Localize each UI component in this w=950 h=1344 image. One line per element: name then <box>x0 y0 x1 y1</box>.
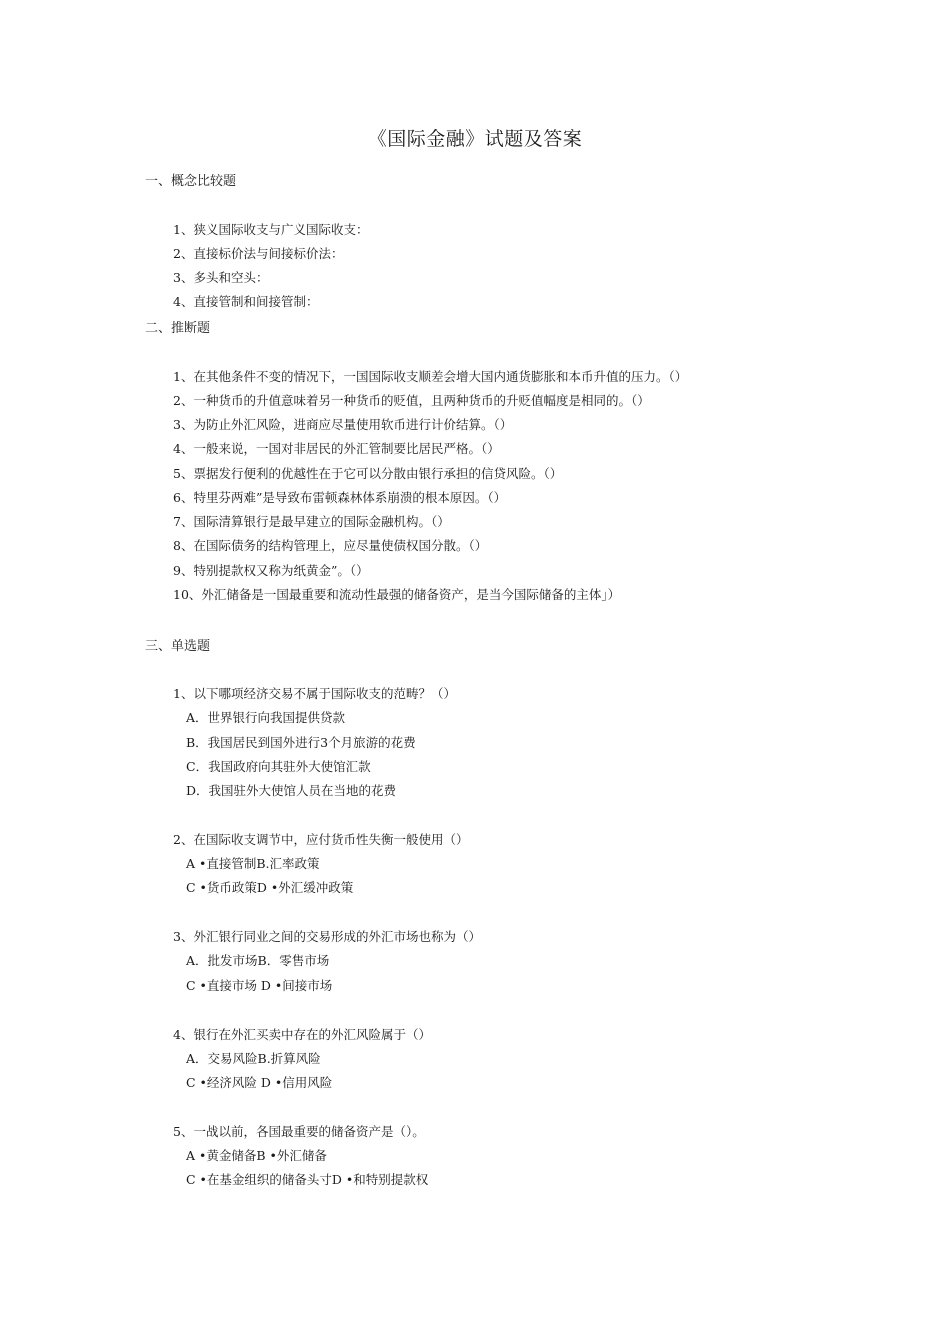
concept-item: 1、狭义国际收支与广义国际收支： <box>173 222 369 237</box>
question-text: 1、以下哪项经济交易不属于国际收支的范畴？（） <box>173 686 456 701</box>
question-text: 4、银行在外汇买卖中存在的外汇风险属于（） <box>173 1027 431 1042</box>
question-option: B．我国居民到国外进行3个月旅游的花费 <box>186 735 416 750</box>
question-text: 2、在国际收支调节中，应付货币性失衡一般使用（） <box>173 832 469 847</box>
section-heading-judgment: 二、推断题 <box>145 321 211 336</box>
judgment-item: 3、为防止外汇风险，进商应尽量使用软币进行计价结算。（） <box>173 417 513 432</box>
judgment-item: 9、特别提款权又称为纸黄金”。（） <box>173 563 369 578</box>
question-option: A．批发市场B．零售市场 <box>186 953 330 968</box>
question-option: C •直接市场 D •间接市场 <box>186 978 333 993</box>
question-option: D．我国驻外大使馆人员在当地的花费 <box>186 783 397 798</box>
concept-item: 4、直接管制和间接管制： <box>173 294 319 309</box>
question-option: C •在基金组织的储备头寸D •和特别提款权 <box>186 1172 429 1187</box>
question-option: A •黄金储备B •外汇储备 <box>186 1148 327 1163</box>
judgment-item: 7、国际清算银行是最早建立的国际金融机构。（） <box>173 514 450 529</box>
question-option: C •经济风险 D •信用风险 <box>186 1075 333 1090</box>
judgment-item: 1、在其他条件不变的情况下，一国国际收支顺差会增大国内通货膨胀和本币升值的压力。（） <box>173 369 688 384</box>
section-heading-single-choice: 三、单选题 <box>145 639 211 654</box>
judgment-item: 2、一种货币的升值意味着另一种货币的贬值，且两种货币的升贬值幅度是相同的。（） <box>173 393 650 408</box>
judgment-item: 8、在国际债务的结构管理上，应尽量使债权国分散。（） <box>173 538 488 553</box>
question-option: C．我国政府向其驻外大使馆汇款 <box>186 759 371 774</box>
question-option: A．交易风险B.折算风险 <box>186 1051 321 1066</box>
judgment-item: 10、外汇储备是一国最重要和流动性最强的储备资产，是当今国际储备的主体」） <box>173 587 621 602</box>
question-text: 3、外汇银行同业之间的交易形成的外汇市场也称为（） <box>173 929 481 944</box>
judgment-item: 5、票据发行便利的优越性在于它可以分散由银行承担的信贷风险。（） <box>173 466 563 481</box>
question-text: 5、一战以前，各国最重要的储备资产是（）。 <box>173 1124 425 1139</box>
section-heading-concept-comparison: 一、概念比较题 <box>145 174 237 189</box>
document-title: 《国际金融》试题及答案 <box>367 128 583 150</box>
judgment-item: 6、特里芬两难”是导致布雷顿森林体系崩溃的根本原因。（） <box>173 490 507 505</box>
concept-item: 2、直接标价法与间接标价法： <box>173 246 344 261</box>
question-option: C •货币政策D •外汇缓冲政策 <box>186 880 354 895</box>
question-option: A •直接管制B.汇率政策 <box>186 856 320 871</box>
question-option: A．世界银行向我国提供贷款 <box>186 710 346 725</box>
concept-item: 3、多头和空头： <box>173 270 269 285</box>
judgment-item: 4、一般来说，一国对非居民的外汇管制要比居民严格。（） <box>173 441 500 456</box>
